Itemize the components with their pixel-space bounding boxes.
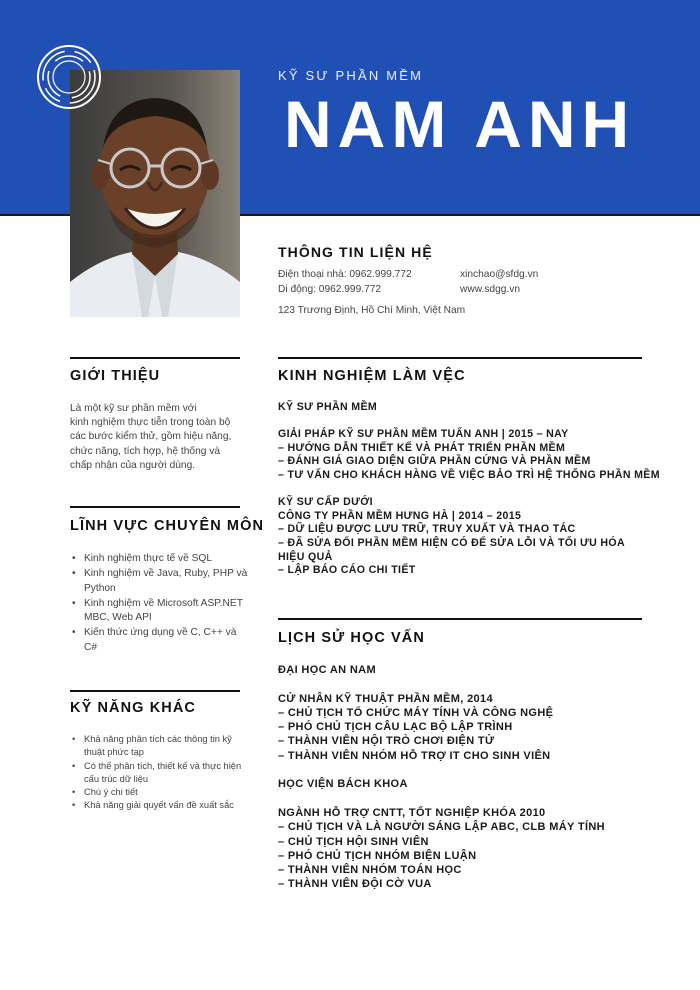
address: 123 Trương Định, Hồ Chí Minh, Việt Nam — [278, 305, 466, 316]
education-divider — [278, 618, 642, 620]
school-activity: – THÀNH VIÊN ĐỘI CỜ VUA — [278, 878, 432, 891]
expertise-divider — [70, 506, 240, 508]
list-item: • Kinh nghiệm về Java, Ruby, PHP và Python — [70, 567, 250, 596]
skills-heading: KỸ NĂNG KHÁC — [70, 700, 196, 716]
job-duty: – ĐÃ SỬA ĐỔI PHẦN MỀM HIỆN CÓ ĐỂ SỬA LỖI VÀ TỐI ƯU HÓA — [278, 536, 626, 549]
school-activity: – THÀNH VIÊN NHÓM TOÁN HỌC — [278, 864, 462, 877]
school-degree: NGÀNH HỖ TRỢ CNTT, TỐT NGHIỆP KHÓA 2010 — [278, 806, 546, 819]
job-duty: – ĐÁNH GIÁ GIAO DIỆN GIỮA PHẦN CỨNG VÀ PHẦN MỀM — [278, 455, 591, 468]
list-item: • Kinh nghiệm thực tế về SQL — [70, 552, 250, 566]
school-activity: – CHỦ TỊCH HỘI SINH VIÊN — [278, 835, 429, 848]
school-name: HỌC VIỆN BÁCH KHOA — [278, 778, 408, 791]
intro-divider — [70, 357, 240, 359]
job-duty: – LẬP BÁO CÁO CHI TIẾT — [278, 564, 416, 577]
job-duty: – DỮ LIỆU ĐƯỢC LƯU TRỮ, TRUY XUẤT VÀ THAO TÁC — [278, 523, 576, 536]
job-title: KỸ SƯ PHẦN MỀM — [278, 68, 424, 83]
skills-list — [70, 733, 255, 813]
website-link[interactable]: www.sdgg.vn — [460, 284, 521, 295]
education-heading: LỊCH SỬ HỌC VẤN — [278, 630, 425, 646]
list-item: • Kiến thức ứng dụng về C, C++ và C# — [70, 626, 250, 655]
experience-heading: KINH NGHIỆM LÀM VỆC — [278, 368, 466, 384]
school-activity: – PHÓ CHỦ TỊCH CÂU LẠC BỘ LẬP TRÌNH — [278, 721, 513, 734]
education-details — [278, 663, 605, 892]
job-role: KỸ SƯ CẤP DƯỚI — [278, 496, 373, 509]
skills-divider — [70, 690, 240, 692]
list-item: • Chú ý chi tiết — [70, 786, 255, 799]
circle-ornament-icon — [34, 42, 104, 112]
email-link[interactable]: xinchao@sfdg.vn — [460, 269, 539, 280]
intro-heading: GIỚI THIỆU — [70, 368, 161, 384]
list-item: • Khả năng phân tích các thông tin kỹ thuật phức tạp — [70, 733, 255, 760]
list-item: • Kinh nghiệm về Microsoft ASP.NET MBC, Web API — [70, 597, 250, 626]
mobile-phone: Di động: 0962.999.772 — [278, 284, 382, 295]
job-duty: HIỆU QUẢ — [278, 550, 333, 563]
school-activity: – CHỦ TỊCH TỔ CHỨC MÁY TÍNH VÀ CÔNG NGHỆ — [278, 706, 554, 719]
list-item: • Có thể phân tích, thiết kế và thực hiện cấu trúc dữ liệu — [70, 760, 255, 787]
intro-line: Là một kỹ sư phần mềm với — [70, 403, 197, 414]
expertise-heading: LĨNH VỰC CHUYÊN MÔN — [70, 518, 265, 534]
intro-line: chức năng, tích hợp, hệ thống và — [70, 445, 220, 457]
job-role: KỸ SƯ PHẦN MỀM — [278, 401, 378, 413]
expertise-list — [70, 552, 250, 656]
school-activity: – CHỦ TỊCH VÀ LÀ NGƯỜI SÁNG LẬP ABC, CLB MÁY TÍNH — [278, 821, 605, 834]
job-company: GIẢI PHÁP KỸ SƯ PHẦN MỀM TUẤN ANH | 2015 – NAY — [278, 428, 569, 441]
school-activity: – THÀNH VIÊN NHÓM HỖ TRỢ IT CHO SINH VIÊN — [278, 749, 551, 762]
contact-heading: THÔNG TIN LIỆN HỆ — [278, 244, 433, 260]
intro-line: kinh nghiệm thực tiễn trong toàn bộ — [70, 417, 231, 429]
job-company: CÔNG TY PHẦN MỀM HƯNG HÀ | 2014 – 2015 — [278, 509, 522, 522]
intro-paragraph — [70, 402, 245, 473]
candidate-name: NAM ANH — [284, 87, 636, 161]
school-activity: – PHÓ CHỦ TỊCH NHÓM BIỆN LUẬN — [278, 849, 477, 862]
job-duty: – TƯ VẤN CHO KHÁCH HÀNG VỀ VIỆC BẢO TRÌ HỆ THỐNG PHẦN MỀM — [278, 468, 660, 481]
experience-divider — [278, 357, 642, 359]
job-duty: – HƯỚNG DẪN THIẾT KẾ VÀ PHÁT TRIỂN PHẦN MỀM — [278, 441, 566, 454]
intro-line: chấp nhận của người dùng. — [70, 459, 196, 471]
home-phone: Điện thoại nhà: 0962.999.772 — [278, 269, 412, 280]
experience-details — [278, 401, 660, 578]
school-degree: CỬ NHÂN KỸ THUẬT PHẦN MỀM, 2014 — [278, 692, 493, 705]
school-activity: – THÀNH VIÊN HỘI TRÒ CHƠI ĐIỆN TỬ — [278, 735, 495, 748]
school-name: ĐẠI HỌC AN NAM — [278, 664, 376, 676]
list-item: • Khả năng giải quyết vấn đề xuất sắc — [70, 799, 255, 812]
intro-line: các bước kiểm thử, gồm hiệu năng, — [70, 431, 232, 443]
